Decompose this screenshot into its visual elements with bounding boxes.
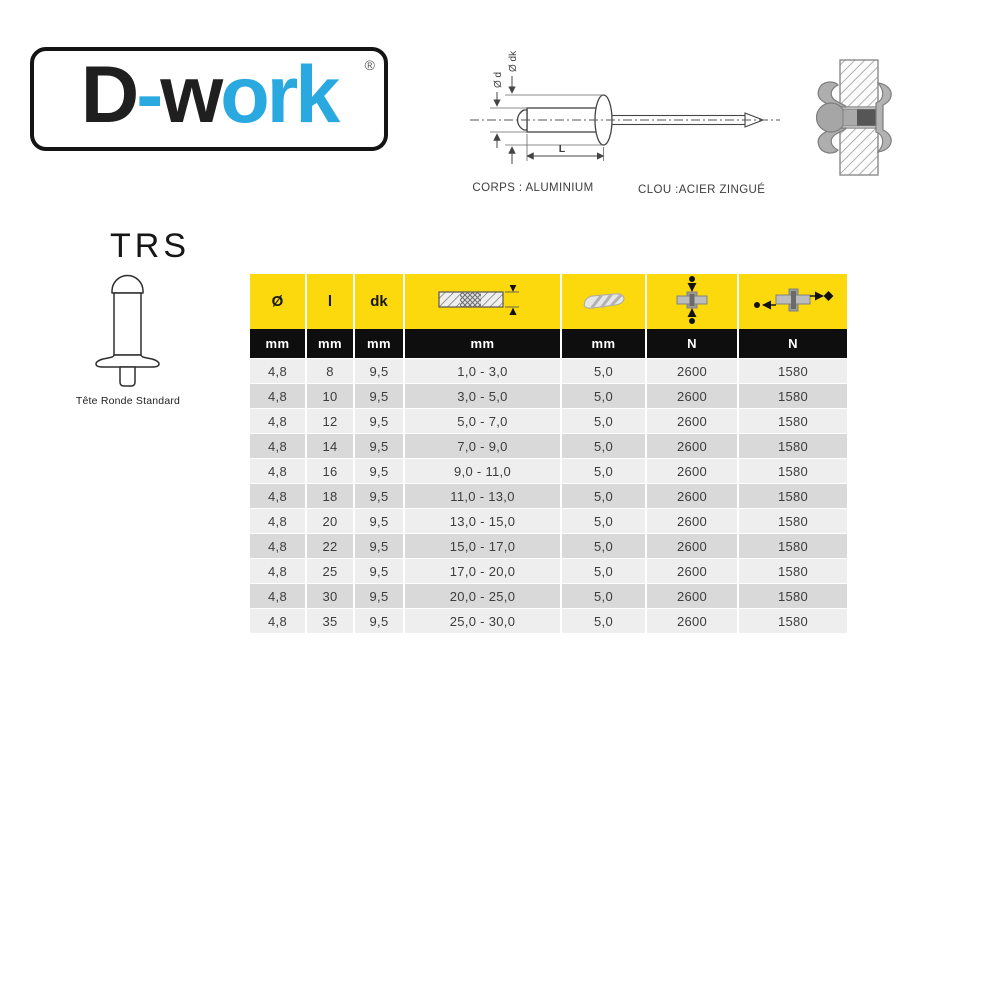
table-cell: 5,0 — [560, 408, 645, 433]
installed-rivet-illustration — [800, 55, 940, 180]
product-code: TRS — [110, 227, 190, 265]
unit-cell: mm — [250, 329, 305, 358]
dwork-logo — [30, 47, 388, 151]
table-cell: 4,8 — [250, 358, 305, 383]
table-cell: 13,0 - 15,0 — [403, 508, 560, 533]
unit-cell: mm — [305, 329, 353, 358]
spec-table — [250, 274, 847, 633]
shear-strength-icon — [675, 275, 709, 325]
unit-header-row — [250, 329, 847, 358]
table-cell: 9,5 — [353, 558, 403, 583]
unit-cell: mm — [560, 329, 645, 358]
table-cell: 5,0 — [560, 383, 645, 408]
rivet-body — [114, 293, 141, 355]
dim-label-length: L — [558, 143, 566, 155]
col-header-diameter — [250, 274, 305, 329]
table-cell: 4,8 — [250, 408, 305, 433]
col-header-length — [305, 274, 353, 329]
body-material-label: CORPS : ALUMINIUM — [472, 182, 594, 194]
table-cell: 1580 — [737, 433, 847, 458]
unit-cell: mm — [403, 329, 560, 358]
table-cell: 17,0 - 20,0 — [403, 558, 560, 583]
table-cell: 25 — [305, 558, 353, 583]
table-cell: 5,0 — [560, 608, 645, 633]
table-cell: 11,0 - 13,0 — [403, 483, 560, 508]
registered-trademark-icon: ® — [364, 57, 375, 73]
table-row — [250, 483, 847, 508]
table-cell: 25,0 - 30,0 — [403, 608, 560, 633]
logo-part-hyphen: - — [136, 49, 161, 140]
table-cell: 10 — [305, 383, 353, 408]
table-cell: 1580 — [737, 358, 847, 383]
table-cell: 16 — [305, 458, 353, 483]
table-row — [250, 533, 847, 558]
length-symbol: l — [327, 293, 333, 310]
col-header-grip-range — [403, 274, 560, 329]
table-row — [250, 358, 847, 383]
wall-section-top — [840, 60, 878, 107]
table-row — [250, 583, 847, 608]
table-cell: 2600 — [645, 458, 737, 483]
diameter-symbol: Ø — [271, 293, 284, 310]
table-cell: 15,0 - 17,0 — [403, 533, 560, 558]
table-cell: 9,5 — [353, 433, 403, 458]
table-cell: 5,0 - 7,0 — [403, 408, 560, 433]
dwork-logo-text — [80, 49, 338, 140]
table-cell: 12 — [305, 408, 353, 433]
table-cell: 5,0 — [560, 508, 645, 533]
table-cell: 4,8 — [250, 533, 305, 558]
table-cell: 2600 — [645, 608, 737, 633]
table-cell: 8 — [305, 358, 353, 383]
table-cell: 1580 — [737, 533, 847, 558]
table-row — [250, 408, 847, 433]
table-cell: 9,5 — [353, 383, 403, 408]
table-cell: 2600 — [645, 508, 737, 533]
table-row — [250, 508, 847, 533]
table-cell: 9,5 — [353, 608, 403, 633]
dim-label-body-diameter: Ø d — [493, 71, 504, 88]
unit-cell: mm — [353, 329, 403, 358]
table-cell: 5,0 — [560, 558, 645, 583]
rivet-dimension-diagram — [458, 40, 793, 180]
table-row — [250, 608, 847, 633]
table-cell: 4,8 — [250, 458, 305, 483]
table-cell: 20 — [305, 508, 353, 533]
unit-cell: N — [645, 329, 737, 358]
logo-part-d: D — [80, 49, 137, 140]
logo-part-w: w — [160, 49, 221, 140]
table-row — [250, 558, 847, 583]
table-cell: 1580 — [737, 608, 847, 633]
nail-material-label: CLOU :ACIER ZINGUÉ — [638, 184, 766, 196]
table-cell: 2600 — [645, 408, 737, 433]
mandrel-stub — [120, 367, 135, 386]
table-cell: 1,0 - 3,0 — [403, 358, 560, 383]
wall-section-bottom — [840, 128, 878, 175]
table-cell: 2600 — [645, 533, 737, 558]
table-cell: 4,8 — [250, 433, 305, 458]
table-cell: 4,8 — [250, 508, 305, 533]
table-cell: 4,8 — [250, 483, 305, 508]
table-cell: 2600 — [645, 558, 737, 583]
table-cell: 9,5 — [353, 408, 403, 433]
table-cell: 4,8 — [250, 608, 305, 633]
table-cell: 2600 — [645, 583, 737, 608]
table-cell: 2600 — [645, 483, 737, 508]
col-header-tensile-strength — [737, 274, 847, 329]
table-cell: 5,0 — [560, 358, 645, 383]
drill-bit-icon — [580, 289, 628, 311]
table-cell: 9,5 — [353, 358, 403, 383]
table-cell: 5,0 — [560, 533, 645, 558]
table-cell: 9,5 — [353, 458, 403, 483]
rivet-flange — [96, 355, 159, 367]
table-cell: 1580 — [737, 558, 847, 583]
product-caption: Tête Ronde Standard — [75, 395, 181, 407]
table-cell: 5,0 — [560, 483, 645, 508]
spec-table-body — [250, 358, 847, 633]
table-cell: 35 — [305, 608, 353, 633]
table-cell: 7,0 - 9,0 — [403, 433, 560, 458]
table-cell: 3,0 - 5,0 — [403, 383, 560, 408]
col-header-shear-strength — [645, 274, 737, 329]
rivet-dome-head — [112, 276, 143, 294]
tensile-strength-icon — [751, 285, 835, 315]
symbol-header-row — [250, 274, 847, 329]
head-diameter-symbol: dk — [370, 293, 388, 310]
table-cell: 20,0 - 25,0 — [403, 583, 560, 608]
table-cell: 9,0 - 11,0 — [403, 458, 560, 483]
table-cell: 4,8 — [250, 383, 305, 408]
table-cell: 9,5 — [353, 508, 403, 533]
table-cell: 9,5 — [353, 533, 403, 558]
table-cell: 30 — [305, 583, 353, 608]
table-cell: 5,0 — [560, 458, 645, 483]
table-cell: 5,0 — [560, 433, 645, 458]
table-cell: 1580 — [737, 383, 847, 408]
table-cell: 5,0 — [560, 583, 645, 608]
table-cell: 22 — [305, 533, 353, 558]
col-header-drill-hole — [560, 274, 645, 329]
table-cell: 4,8 — [250, 583, 305, 608]
unit-cell: N — [737, 329, 847, 358]
table-cell: 1580 — [737, 508, 847, 533]
table-cell: 2600 — [645, 358, 737, 383]
table-cell: 4,8 — [250, 558, 305, 583]
logo-part-ork: ork — [220, 49, 338, 140]
table-cell: 1580 — [737, 583, 847, 608]
table-cell: 14 — [305, 433, 353, 458]
col-header-head-diameter — [353, 274, 403, 329]
grip-range-icon — [435, 285, 531, 315]
table-row — [250, 458, 847, 483]
trs-rivet-drawing — [62, 262, 192, 390]
table-cell: 18 — [305, 483, 353, 508]
table-cell: 1580 — [737, 483, 847, 508]
table-cell: 1580 — [737, 408, 847, 433]
table-cell: 2600 — [645, 433, 737, 458]
table-cell: 9,5 — [353, 583, 403, 608]
table-row — [250, 383, 847, 408]
dim-label-head-diameter: Ø dk — [508, 50, 519, 72]
table-cell: 1580 — [737, 458, 847, 483]
table-cell: 9,5 — [353, 483, 403, 508]
table-row — [250, 433, 847, 458]
table-cell: 2600 — [645, 383, 737, 408]
